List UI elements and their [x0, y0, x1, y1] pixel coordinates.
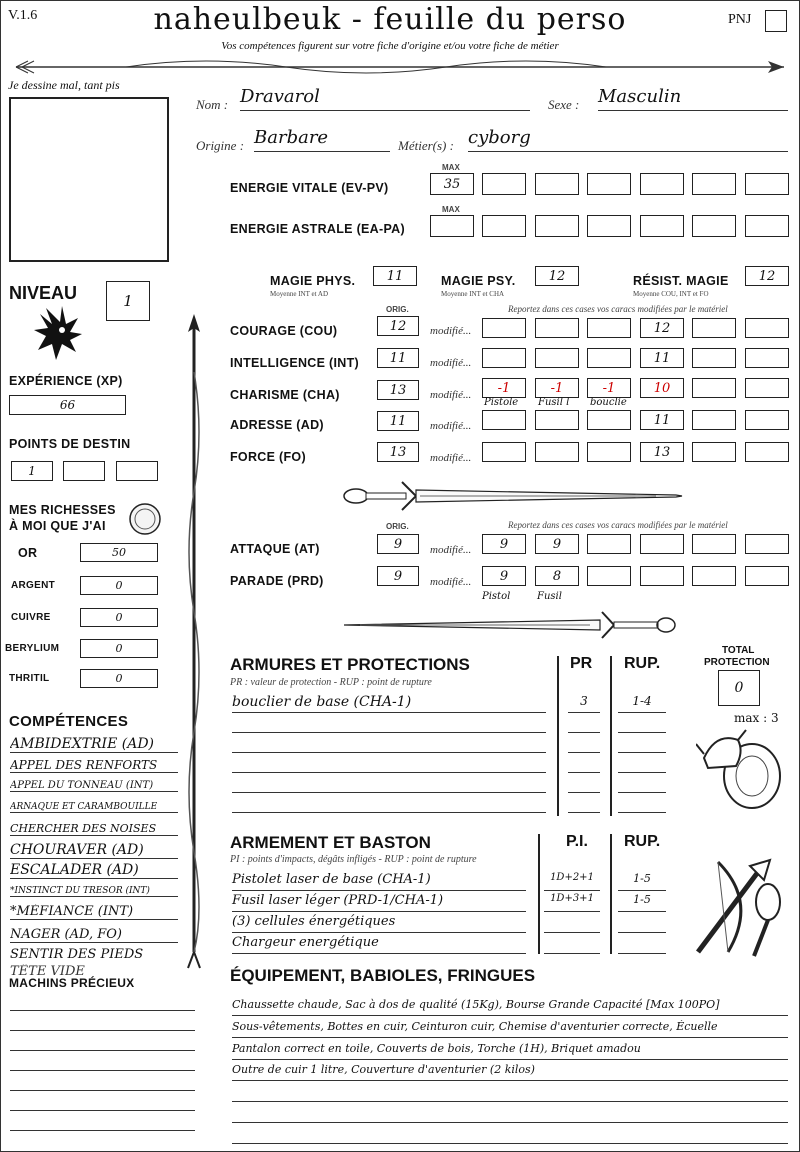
competence-item[interactable]: APPEL DU TONNEAU (INT) — [10, 780, 178, 792]
ea-box[interactable] — [745, 215, 789, 237]
xp-label: EXPÉRIENCE (XP) — [9, 374, 123, 388]
cuivre-label: CUIVRE — [11, 612, 51, 623]
armure-name[interactable] — [232, 734, 546, 753]
machins-line[interactable] — [10, 1070, 195, 1071]
page-title: naheulbeuk - feuille du perso — [153, 2, 627, 37]
carac-mod-box[interactable] — [745, 318, 789, 338]
berylium-box[interactable]: 0 — [80, 639, 158, 658]
equipement-line[interactable]: Pantalon correct en toile, Couverts de bois, Torche (1H), Briquet amadou — [232, 1042, 788, 1060]
arme-rup[interactable]: 1-5 — [618, 893, 666, 912]
sword-icon — [336, 478, 686, 514]
armures-title: ARMURES ET PROTECTIONS — [230, 655, 470, 674]
carac-mod-box[interactable] — [692, 378, 736, 398]
ev-box[interactable] — [587, 173, 631, 195]
modifie-label: modifié... — [430, 576, 472, 588]
arme-name[interactable]: Pistolet laser de base (CHA-1) — [232, 872, 526, 891]
carac-mod-box[interactable]: 13 — [640, 442, 684, 462]
total-protection-max: max : 3 — [734, 711, 779, 725]
combat-mod-box[interactable] — [745, 566, 789, 586]
arme-rup[interactable] — [618, 914, 666, 933]
combat-mod-box[interactable] — [692, 534, 736, 554]
sword-icon — [340, 608, 680, 642]
coin-icon — [128, 502, 162, 536]
arme-pi[interactable] — [544, 935, 600, 954]
carac-note: Reportez dans ces cases vos caracs modifiées par le matériel — [508, 304, 728, 314]
armure-pr[interactable] — [568, 774, 600, 793]
thritil-box[interactable]: 0 — [80, 669, 158, 688]
sexe-field[interactable]: Masculin — [598, 86, 788, 111]
combat-mod-box[interactable] — [745, 534, 789, 554]
carac-mod-box[interactable] — [745, 378, 789, 398]
weapons-icon — [688, 852, 788, 962]
niveau-label: NIVEAU — [9, 283, 78, 303]
equipement-line[interactable]: Sous-vêtements, Bottes en cuir, Ceinturon cuir, Chemise d'aventurier correcte, Écuelle — [232, 1020, 788, 1038]
cha-note: bouclie — [590, 397, 627, 408]
total-protection-label-2: PROTECTION — [704, 657, 770, 668]
machins-line[interactable] — [10, 1110, 195, 1111]
carac-mod-box[interactable] — [692, 348, 736, 368]
combat-mod-box[interactable] — [640, 534, 684, 554]
armure-name[interactable] — [232, 754, 546, 773]
armure-rup[interactable]: 1-4 — [618, 694, 666, 713]
carac-mod-box[interactable]: -1 — [535, 378, 579, 398]
combat-mod-box[interactable]: 8 — [535, 566, 579, 586]
armement-title: ARMEMENT ET BASTON — [230, 833, 431, 852]
ea-max-box[interactable] — [430, 215, 474, 237]
armure-pr[interactable]: 3 — [568, 694, 600, 713]
metier-field[interactable]: cyborg — [468, 127, 788, 152]
armures-divider — [557, 656, 559, 816]
armement-col-rup: RUP. — [624, 833, 661, 850]
helmet-shield-icon — [696, 724, 786, 814]
armures-divider — [610, 656, 612, 816]
combat-mod-box[interactable]: 9 — [482, 566, 526, 586]
equipement-line[interactable] — [232, 1126, 788, 1144]
combat-orig-label: ORIG. — [386, 522, 409, 531]
armures-col-rup: RUP. — [624, 655, 661, 672]
or-label: OR — [18, 546, 38, 560]
pnj-checkbox[interactable] — [765, 10, 787, 32]
pnj-label: PNJ — [728, 12, 752, 27]
competence-item[interactable]: ARNAQUE ET CARAMBOUILLE — [10, 802, 178, 813]
ev-box[interactable] — [535, 173, 579, 195]
armures-subtitle: PR : valeur de protection - RUP : point de rupture — [230, 677, 432, 688]
equipement-title: ÉQUIPEMENT, BABIOLES, FRINGUES — [230, 966, 536, 985]
machins-line[interactable] — [10, 1010, 195, 1011]
competence-item[interactable]: SENTIR DES PIEDS — [10, 947, 144, 962]
modifie-label: modifié... — [430, 452, 472, 464]
ea-box[interactable] — [482, 215, 526, 237]
destin-box[interactable] — [63, 461, 105, 481]
equipement-line[interactable] — [232, 1084, 788, 1102]
carac-mod-box[interactable] — [482, 348, 526, 368]
armure-pr[interactable] — [568, 714, 600, 733]
armure-name[interactable] — [232, 714, 546, 733]
arme-pi[interactable] — [544, 914, 600, 933]
carac-mod-box[interactable] — [535, 318, 579, 338]
portrait-box[interactable] — [9, 97, 169, 262]
carac-mod-box[interactable]: 12 — [640, 318, 684, 338]
armure-rup[interactable] — [618, 754, 666, 773]
dragon-icon — [32, 304, 86, 362]
ev-box[interactable] — [692, 173, 736, 195]
arme-pi[interactable]: 1D+3+1 — [544, 893, 600, 912]
combat-note: Reportez dans ces cases vos caracs modifiées par le matériel — [508, 520, 728, 530]
origine-label: Origine : — [196, 138, 245, 153]
carac-mod-box[interactable] — [587, 410, 631, 430]
ev-max-label: MAX — [442, 163, 460, 172]
armure-pr[interactable] — [568, 734, 600, 753]
machins-title: MACHINS PRÉCIEUX — [9, 976, 135, 990]
carac-orig-box[interactable]: 13 — [377, 442, 419, 462]
armure-rup[interactable] — [618, 774, 666, 793]
carac-mod-box[interactable] — [692, 318, 736, 338]
carac-orig-box[interactable]: 11 — [377, 348, 419, 368]
armement-col-pi: P.I. — [566, 833, 588, 850]
carac-name: COURAGE (COU) — [230, 324, 338, 338]
cuivre-box[interactable]: 0 — [80, 608, 158, 627]
combat-name: PARADE (PRD) — [230, 574, 324, 588]
destin-box[interactable]: 1 — [11, 461, 53, 481]
machins-line[interactable] — [10, 1050, 195, 1051]
competences-title: COMPÉTENCES — [9, 713, 129, 730]
armure-rup[interactable] — [618, 794, 666, 813]
magie-phys-note: Moyenne INT et AD — [270, 290, 328, 298]
carac-mod-box[interactable]: 11 — [640, 410, 684, 430]
total-protection-label: TOTAL — [722, 645, 755, 656]
combat-mod-box[interactable]: 9 — [535, 534, 579, 554]
ea-box[interactable] — [692, 215, 736, 237]
berylium-label: BERYLIUM — [5, 643, 60, 654]
combat-mod-box[interactable]: 9 — [482, 534, 526, 554]
richesses-label-2: À MOI QUE J'AI — [9, 519, 106, 533]
armement-subtitle: PI : points d'impacts, dégâts infligés - RUP : point de rupture — [230, 854, 477, 865]
metier-label: Métier(s) : — [398, 138, 454, 153]
carac-mod-box[interactable] — [587, 442, 631, 462]
competence-item[interactable]: *INSTINCT DU TRESOR (INT) — [10, 886, 178, 897]
resist-magie-note: Moyenne COU, INT et FO — [633, 290, 709, 298]
armement-divider — [538, 834, 540, 954]
modifie-label: modifié... — [430, 357, 472, 369]
carac-name: FORCE (FO) — [230, 450, 306, 464]
combat-note-fusil: Fusil — [537, 591, 562, 602]
ea-box[interactable] — [587, 215, 631, 237]
ea-max-label: MAX — [442, 205, 460, 214]
version-label: V.1.6 — [8, 8, 38, 23]
carac-name: CHARISME (CHA) — [230, 388, 340, 402]
carac-mod-box[interactable] — [482, 318, 526, 338]
carac-mod-box[interactable] — [692, 442, 736, 462]
modifie-label: modifié... — [430, 420, 472, 432]
combat-mod-box[interactable] — [587, 566, 631, 586]
competence-item[interactable]: CHOURAVER (AD) — [10, 842, 178, 859]
armement-divider — [610, 834, 612, 954]
xp-box[interactable]: 66 — [9, 395, 126, 415]
carac-mod-box[interactable]: -1 — [482, 378, 526, 398]
ev-label: ENERGIE VITALE (EV-PV) — [230, 181, 389, 195]
richesses-label: MES RICHESSES — [9, 503, 116, 517]
argent-box[interactable]: 0 — [80, 576, 158, 595]
magie-psy-box[interactable]: 12 — [535, 266, 579, 286]
arme-rup[interactable]: 1-5 — [618, 872, 666, 891]
armure-name[interactable] — [232, 774, 546, 793]
carac-mod-box[interactable] — [587, 318, 631, 338]
carac-mod-box[interactable] — [745, 348, 789, 368]
combat-orig-box[interactable]: 9 — [377, 566, 419, 586]
carac-orig-box[interactable]: 11 — [377, 411, 419, 431]
ev-box[interactable] — [640, 173, 684, 195]
ev-box[interactable] — [482, 173, 526, 195]
arme-name[interactable]: Chargeur energétique — [232, 935, 526, 954]
combat-mod-box[interactable] — [692, 566, 736, 586]
carac-orig-box[interactable]: 13 — [377, 380, 419, 400]
carac-name: INTELLIGENCE (INT) — [230, 356, 360, 370]
cha-note: Pistole — [484, 397, 519, 408]
competence-item[interactable]: CHERCHER DES NOISES — [10, 822, 178, 836]
arme-name[interactable]: (3) cellules énergétiques — [232, 914, 526, 933]
carac-mod-box[interactable]: -1 — [587, 378, 631, 398]
combat-name: ATTAQUE (AT) — [230, 542, 320, 556]
carac-orig-box[interactable]: 12 — [377, 316, 419, 336]
arme-name[interactable]: Fusil laser léger (PRD-1/CHA-1) — [232, 893, 526, 912]
arrow-divider-icon — [6, 55, 794, 79]
combat-note-pistol: Pistol — [482, 591, 511, 602]
carac-mod-box[interactable] — [745, 442, 789, 462]
carac-mod-box[interactable] — [587, 348, 631, 368]
nom-field[interactable]: Dravarol — [240, 86, 530, 111]
carac-mod-box[interactable] — [692, 410, 736, 430]
competence-item[interactable]: AMBIDEXTRIE (AD) — [10, 736, 178, 753]
carac-mod-box[interactable]: 11 — [640, 348, 684, 368]
armures-col-pr: PR — [570, 655, 593, 672]
thritil-label: THRITIL — [9, 673, 50, 684]
equipement-line[interactable] — [232, 1105, 788, 1123]
machins-line[interactable] — [10, 1130, 195, 1131]
modifie-label: modifié... — [430, 325, 472, 337]
ev-box[interactable] — [745, 173, 789, 195]
modifie-label: modifié... — [430, 544, 472, 556]
nom-label: Nom : — [196, 97, 229, 112]
carac-mod-box[interactable] — [535, 442, 579, 462]
niveau-box[interactable]: 1 — [106, 281, 150, 321]
armure-pr[interactable] — [568, 794, 600, 813]
total-protection-box[interactable]: 0 — [718, 670, 760, 706]
magie-psy-note: Moyenne INT et CHA — [441, 290, 505, 298]
modifie-label: modifié... — [430, 389, 472, 401]
ea-label: ENERGIE ASTRALE (EA-PA) — [230, 222, 405, 236]
magie-phys-box[interactable]: 11 — [373, 266, 417, 286]
destin-box[interactable] — [116, 461, 158, 481]
ev-max-box[interactable]: 35 — [430, 173, 474, 195]
carac-mod-box[interactable] — [482, 410, 526, 430]
equipement-line[interactable]: Outre de cuir 1 litre, Couverture d'aventurier (2 kilos) — [232, 1063, 788, 1081]
page-subtitle: Vos compétences figurent sur votre fiche d'origine et/ou votre fiche de métier — [221, 40, 559, 52]
resist-magie-box[interactable]: 12 — [745, 266, 789, 286]
destin-label: POINTS DE DESTIN — [9, 437, 131, 451]
equipement-line[interactable]: Chaussette chaude, Sac à dos de qualité (15Kg), Bourse Grande Capacité [Max 100PO] — [232, 998, 788, 1016]
carac-mod-box[interactable]: 10 — [640, 378, 684, 398]
armure-rup[interactable] — [618, 714, 666, 733]
arme-rup[interactable] — [618, 935, 666, 954]
armure-name[interactable] — [232, 794, 546, 813]
carac-name: ADRESSE (AD) — [230, 418, 324, 432]
competence-item[interactable]: *MÉFIANCE (INT) — [10, 904, 178, 920]
competence-item[interactable]: NAGER (AD, FO) — [10, 927, 178, 943]
competence-item[interactable]: TÊTE VIDE — [10, 964, 85, 979]
spear-icon — [182, 312, 206, 972]
resist-magie-label: RÉSIST. MAGIE — [633, 274, 729, 288]
machins-line[interactable] — [10, 1030, 195, 1031]
magie-psy-label: MAGIE PSY. — [441, 274, 516, 288]
competence-item[interactable]: ESCALADER (AD) — [10, 862, 178, 879]
or-box[interactable]: 50 — [80, 543, 158, 562]
ea-box[interactable] — [535, 215, 579, 237]
competence-item[interactable]: APPEL DES RENFORTS — [10, 758, 178, 773]
cha-note: Fusil l — [538, 397, 570, 408]
carac-mod-box[interactable] — [482, 442, 526, 462]
arme-pi[interactable]: 1D+2+1 — [544, 872, 600, 891]
carac-mod-box[interactable] — [535, 348, 579, 368]
carac-orig-label: ORIG. — [386, 305, 409, 314]
combat-mod-box[interactable] — [587, 534, 631, 554]
magie-phys-label: MAGIE PHYS. — [270, 274, 356, 288]
machins-line[interactable] — [10, 1090, 195, 1091]
armure-rup[interactable] — [618, 734, 666, 753]
portrait-caption: Je dessine mal, tant pis — [8, 78, 120, 92]
argent-label: ARGENT — [11, 580, 56, 591]
ea-box[interactable] — [640, 215, 684, 237]
armure-name[interactable]: bouclier de base (CHA-1) — [232, 694, 546, 713]
origine-field[interactable]: Barbare — [254, 127, 390, 152]
armure-pr[interactable] — [568, 754, 600, 773]
combat-mod-box[interactable] — [640, 566, 684, 586]
sexe-label: Sexe : — [548, 97, 580, 112]
carac-mod-box[interactable] — [745, 410, 789, 430]
carac-mod-box[interactable] — [535, 410, 579, 430]
combat-orig-box[interactable]: 9 — [377, 534, 419, 554]
